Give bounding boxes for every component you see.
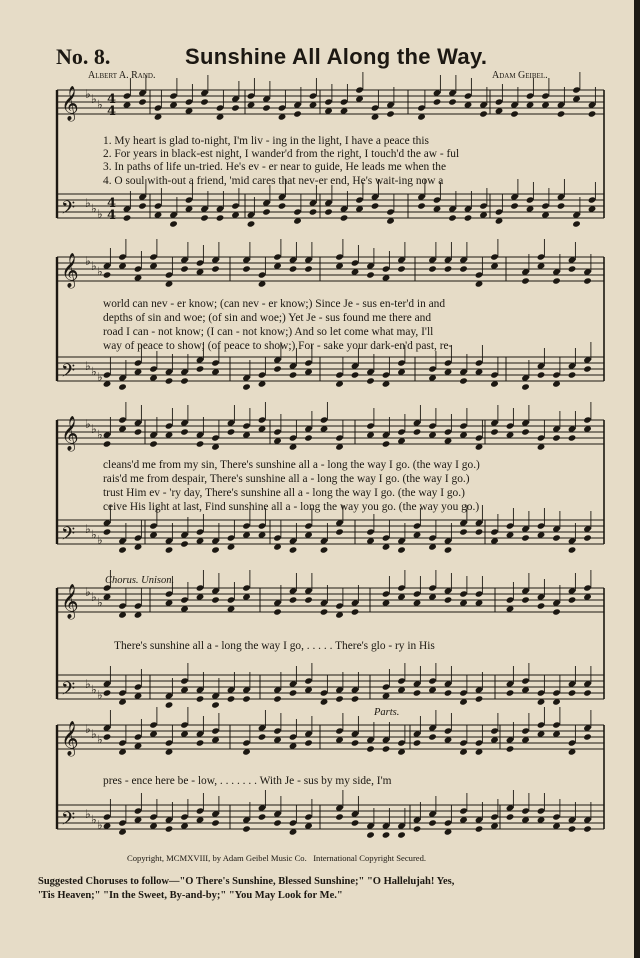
note-head (227, 695, 236, 702)
bass-clef: 𝄢 (61, 198, 76, 223)
lyricist: Albert A. Rand. (88, 70, 156, 81)
flat-sign: ♭ (85, 721, 91, 736)
note-head (433, 98, 442, 105)
note-head (506, 689, 515, 696)
note-head (335, 528, 344, 535)
note-head (444, 689, 453, 696)
copyright-notice: Copyright, MCMXVIII, by Adam Geibel Music Co. International Copyright Secured. (127, 853, 427, 863)
note-head (413, 428, 422, 435)
treble-clef: 𝄞 (61, 584, 79, 619)
note-head (216, 214, 225, 221)
treble-clef: 𝄞 (61, 253, 79, 288)
note-head (568, 546, 577, 553)
flat-sign: ♭ (91, 682, 97, 697)
verse1-line2: world can nev - er know; (can nev - er know;) Since Je - sus en-ter'd in and (103, 298, 446, 310)
flat-sign: ♭ (91, 201, 97, 216)
note-head (289, 265, 298, 272)
note-head (557, 110, 566, 117)
treble-clef: 𝄞 (61, 86, 79, 121)
note-head (459, 265, 468, 272)
note-head (180, 428, 189, 435)
note-head (417, 202, 426, 209)
note-head (278, 202, 287, 209)
bass-clef: 𝄢 (61, 679, 76, 704)
note-head (521, 383, 530, 390)
flat-sign: ♭ (85, 253, 91, 268)
note-head (262, 208, 271, 215)
note-head (351, 695, 360, 702)
note-head (200, 98, 209, 105)
verse3-line1: 3. In paths of life un-tried. He's ev - er near to guide, He leads me when the (103, 161, 447, 173)
note-head (583, 689, 592, 696)
bass-clef: 𝄢 (61, 361, 76, 386)
flat-sign: ♭ (97, 264, 103, 279)
note-head (464, 214, 473, 221)
note-head (552, 277, 561, 284)
note-head (568, 371, 577, 378)
note-head (335, 695, 344, 702)
note-head (165, 546, 174, 553)
note-head (231, 104, 240, 111)
treble-clef: 𝄞 (61, 416, 79, 451)
note-head (371, 202, 380, 209)
chorus-label: Chorus. Unison. (105, 575, 175, 586)
parts-label: Parts. (374, 707, 400, 718)
note-head (134, 428, 143, 435)
note-head (583, 534, 592, 541)
note-head (444, 596, 453, 603)
note-head (568, 825, 577, 832)
bass-clef: 𝄢 (61, 809, 76, 834)
note-head (479, 110, 488, 117)
note-head (165, 701, 174, 708)
note-head (138, 98, 147, 105)
note-head (568, 596, 577, 603)
note-head (293, 110, 302, 117)
flat-sign: ♭ (97, 818, 103, 832)
suggested-choruses-line2: 'Tis Heaven;" "In the Sweet, By-and-by;" "You May Look for Me." (38, 890, 343, 901)
note-head (506, 813, 515, 820)
note-head (304, 434, 313, 441)
flat-sign: ♭ (85, 807, 91, 822)
note-head (382, 440, 391, 447)
note-head (490, 428, 499, 435)
flat-sign: ♭ (91, 527, 97, 542)
flat-sign: ♭ (85, 359, 91, 374)
note-head (351, 819, 360, 826)
flat-sign: ♭ (91, 364, 97, 379)
note-head (583, 277, 592, 284)
note-head (103, 689, 112, 696)
flat-sign: ♭ (91, 727, 97, 742)
note-head (448, 214, 457, 221)
verse2-line3: rais'd me from despair, There's sunshine all a - long the way I go. (the way I go.) (103, 473, 470, 485)
note-head (568, 434, 577, 441)
flat-sign: ♭ (97, 732, 103, 747)
note-head (413, 689, 422, 696)
note-head (165, 825, 174, 832)
note-head (428, 733, 437, 740)
note-head (165, 377, 174, 384)
note-head (103, 271, 112, 278)
note-head (510, 110, 519, 117)
flat-sign: ♭ (97, 595, 103, 610)
note-head (366, 745, 375, 752)
note-head (273, 819, 282, 826)
flat-sign: ♭ (97, 207, 103, 221)
note-head (521, 534, 530, 541)
note-head (397, 265, 406, 272)
note-head (196, 440, 205, 447)
note-head (428, 265, 437, 272)
note-head (588, 110, 597, 117)
note-head (196, 695, 205, 702)
note-head (273, 365, 282, 372)
note-head (521, 596, 530, 603)
note-head (475, 528, 484, 535)
note-head (273, 608, 282, 615)
note-head (366, 377, 375, 384)
note-head (262, 104, 271, 111)
note-head (413, 739, 422, 746)
note-head (200, 214, 209, 221)
note-head (583, 365, 592, 372)
note-head (180, 377, 189, 384)
note-head (521, 428, 530, 435)
bass-clef: 𝄢 (61, 524, 76, 549)
note-head (413, 825, 422, 832)
note-head (351, 608, 360, 615)
suggested-choruses-line1: Suggested Choruses to follow—"O There's Sunshine, Blessed Sunshine;" "O Hallelujah! Yes, (38, 876, 455, 887)
note-head (340, 214, 349, 221)
note-head (552, 608, 561, 615)
note-head (320, 608, 329, 615)
chorus-lyric-2: pres - ence here be - low, . . . . . . . With Je - sus by my side, I'm (103, 775, 392, 787)
note-head (242, 825, 251, 832)
note-head (242, 383, 251, 390)
note-head (382, 745, 391, 752)
note-head (258, 813, 267, 820)
note-head (552, 434, 561, 441)
note-head (552, 534, 561, 541)
note-head (289, 596, 298, 603)
note-head (149, 440, 158, 447)
flat-sign: ♭ (91, 590, 97, 605)
note-head (196, 365, 205, 372)
note-head (568, 265, 577, 272)
note-head (211, 546, 220, 553)
note-head (475, 695, 484, 702)
note-head (475, 825, 484, 832)
note-head (366, 831, 375, 838)
note-head (103, 440, 112, 447)
flat-sign: ♭ (97, 688, 103, 702)
note-head (537, 602, 546, 609)
note-head (273, 695, 282, 702)
note-head (459, 528, 468, 535)
note-head (211, 265, 220, 272)
note-head (211, 596, 220, 603)
note-head (258, 733, 267, 740)
note-head (123, 214, 132, 221)
note-head (382, 831, 391, 838)
note-head (521, 277, 530, 284)
verse4-line1: 4. O soul with-out a friend, 'mid cares that nev-er end, He's wait-ing now a (103, 175, 444, 187)
verse1-line3: cleans'd me from my sin, There's sunshine all a - long the way I go. (the way I go.) (103, 459, 480, 471)
note-head (537, 371, 546, 378)
note-head (397, 546, 406, 553)
note-head (227, 428, 236, 435)
verse3-line2: road I can - not know; (I can - not know;) And so let come what may, I'll (103, 326, 434, 338)
note-head (103, 733, 112, 740)
note-head (196, 739, 205, 746)
note-head (572, 220, 581, 227)
note-head (444, 265, 453, 272)
note-head (444, 546, 453, 553)
chorus-lyric: There's sunshine all a - long the way I go, . . . . . There's glo - ry in His (114, 640, 435, 652)
time-signature-bottom: 4 (107, 208, 117, 223)
note-head (510, 202, 519, 209)
time-signature-bottom: 4 (107, 104, 117, 119)
note-head (180, 540, 189, 547)
note-head (557, 202, 566, 209)
verse4-line2: way of peace to show; (of peace to show;) For - sake your dark-en'd past, re- (103, 340, 453, 352)
flat-sign: ♭ (85, 522, 91, 537)
note-head (242, 695, 251, 702)
verse2-line2: depths of sin and woe; (of sin and woe;) Yet Je - sus found me there and (103, 312, 432, 324)
time-signature-top: 4 (107, 92, 117, 107)
note-head (180, 265, 189, 272)
note-head (428, 819, 437, 826)
note-head (448, 98, 457, 105)
note-head (211, 701, 220, 708)
flat-sign: ♭ (85, 416, 91, 431)
verse3-line3: trust Him ev - 'ry day, There's sunshine all a - long the way I go. (the way I go.) (103, 487, 465, 499)
note-head (366, 271, 375, 278)
note-head (138, 202, 147, 209)
note-head (304, 596, 313, 603)
time-signature-top: 4 (107, 196, 117, 211)
note-head (118, 546, 127, 553)
flat-sign: ♭ (85, 196, 91, 211)
note-head (335, 813, 344, 820)
verse4-line3: ceive His light at last, Find sunshine all a - long the way you go. (the way you go.) (103, 501, 480, 513)
note-head (211, 819, 220, 826)
note-head (242, 265, 251, 272)
hymn-title: Sunshine All Along the Way. (185, 44, 488, 69)
note-head (304, 265, 313, 272)
flat-sign: ♭ (85, 584, 91, 599)
note-head (289, 689, 298, 696)
flat-sign: ♭ (91, 92, 97, 107)
note-head (324, 208, 333, 215)
verse1-line1: 1. My heart is glad to-night, I'm liv - ing in the light, I have a peace this (103, 135, 429, 147)
composer: Adam Geibel. (492, 70, 548, 81)
note-head (289, 546, 298, 553)
flat-sign: ♭ (97, 427, 103, 442)
note-head (459, 377, 468, 384)
note-head (568, 689, 577, 696)
note-head (118, 383, 127, 390)
note-head (309, 208, 318, 215)
note-head (169, 220, 178, 227)
note-head (103, 528, 112, 535)
note-head (506, 745, 515, 752)
flat-sign: ♭ (91, 259, 97, 274)
flat-sign: ♭ (97, 97, 103, 112)
treble-clef: 𝄞 (61, 721, 79, 756)
note-head (583, 733, 592, 740)
flat-sign: ♭ (91, 422, 97, 437)
flat-sign: ♭ (85, 677, 91, 692)
flat-sign: ♭ (97, 370, 103, 384)
note-head (583, 825, 592, 832)
note-head (289, 371, 298, 378)
note-head (397, 831, 406, 838)
note-head (351, 739, 360, 746)
note-head (351, 371, 360, 378)
flat-sign: ♭ (85, 86, 91, 101)
verse2-line1: 2. For years in black-est night, I wander'd from the right, I touch'd the aw - ful (103, 148, 460, 160)
flat-sign: ♭ (97, 533, 103, 547)
note-head (320, 546, 329, 553)
note-head (386, 110, 395, 117)
flat-sign: ♭ (91, 812, 97, 827)
note-head (304, 739, 313, 746)
hymn-number: No. 8. (56, 44, 111, 69)
note-head (247, 220, 256, 227)
